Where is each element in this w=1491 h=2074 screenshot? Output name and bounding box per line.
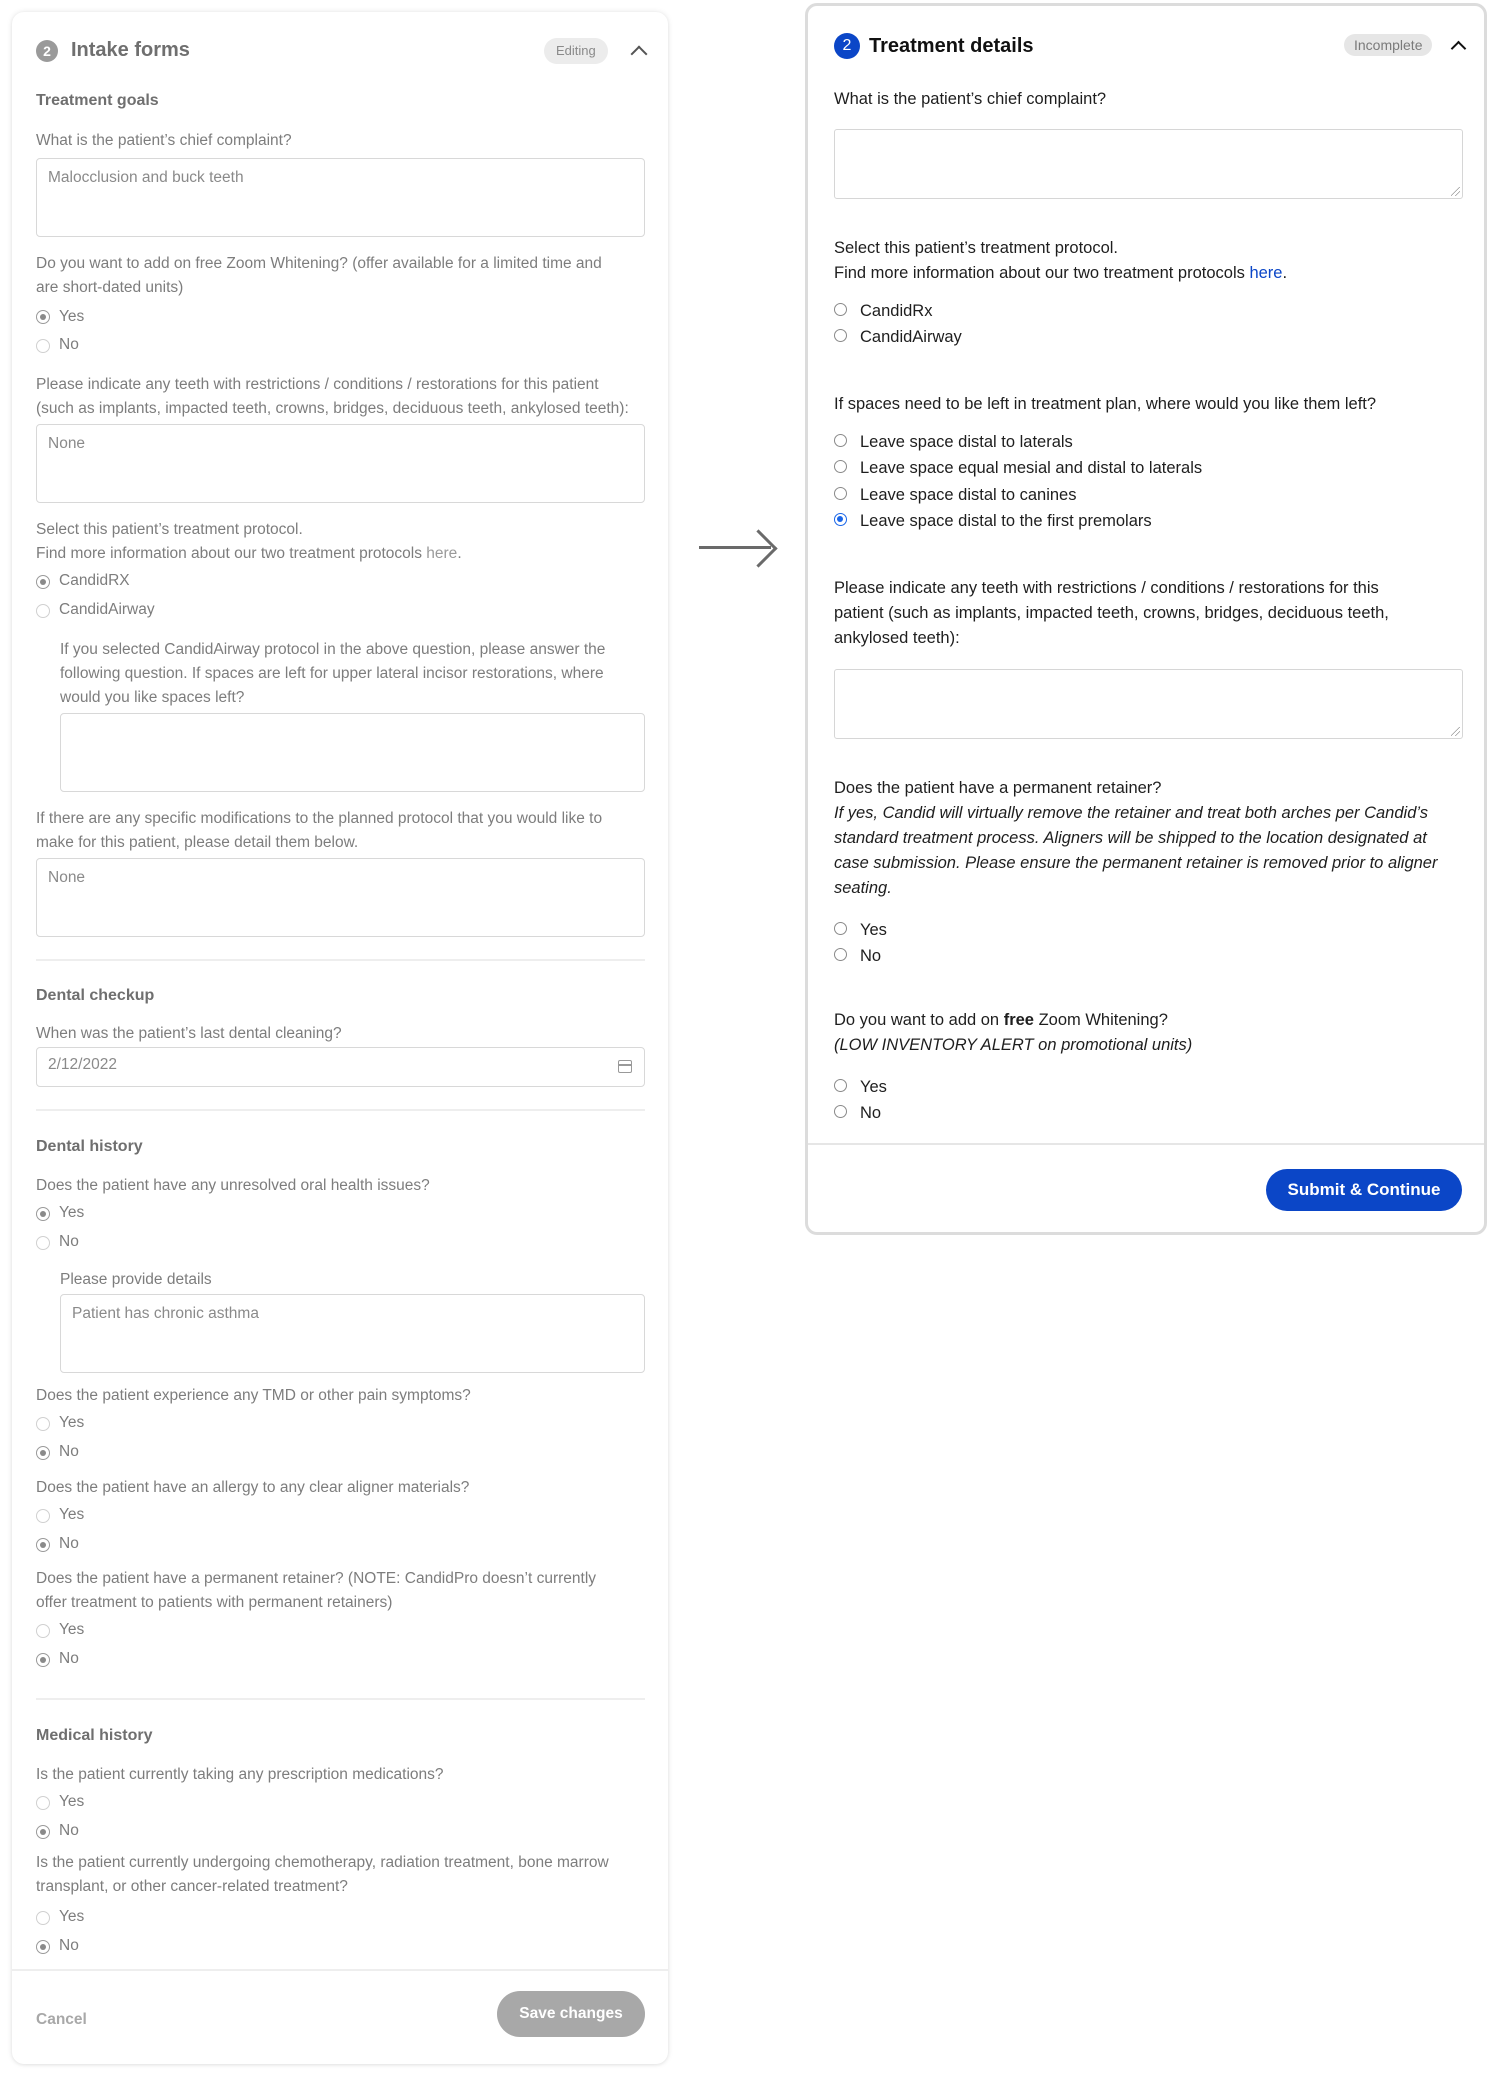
- protocol-info-link[interactable]: here: [426, 545, 458, 562]
- oral-health-yes-label: Yes: [59, 1204, 85, 1221]
- protocol-period: .: [457, 545, 462, 562]
- chief-complaint-textarea[interactable]: [834, 129, 1463, 199]
- question-airway-line3: would you like spaces left?: [60, 689, 245, 706]
- protocol-candidrx-label: CandidRx: [860, 302, 933, 320]
- question-protocol-line2: [834, 261, 1287, 286]
- protocol-period: .: [1282, 264, 1288, 282]
- intake-forms-card: [12, 12, 668, 2064]
- modifications-textarea[interactable]: None: [36, 858, 645, 937]
- question-protocol-line1: Select this patient’s treatment protocol.: [834, 239, 1119, 257]
- whitening-no-label: No: [860, 1104, 882, 1122]
- card-title: Intake forms: [71, 39, 190, 61]
- question-teeth-line3: ankylosed teeth):: [834, 629, 960, 647]
- protocol-candidrx-radio[interactable]: [36, 575, 50, 589]
- retainer-yes-radio[interactable]: [36, 1624, 50, 1638]
- chevron-up-icon[interactable]: [1451, 41, 1467, 57]
- section-divider: [36, 959, 645, 961]
- cancel-button[interactable]: Cancel: [36, 2011, 87, 2028]
- whitening-no-label: No: [59, 336, 79, 353]
- question-whitening: [834, 1008, 1168, 1033]
- allergy-yes-radio[interactable]: [36, 1509, 50, 1523]
- step-number-badge: 2: [36, 40, 58, 62]
- details-textarea[interactable]: Patient has chronic asthma: [60, 1294, 645, 1373]
- spaces-opt1-radio[interactable]: [834, 434, 847, 447]
- question-protocol-line2: [36, 542, 462, 566]
- whitening-note: (LOW INVENTORY ALERT on promotional units): [834, 1036, 1193, 1054]
- protocol-candidrx-label: CandidRX: [59, 572, 130, 589]
- question-teeth-line2: (such as implants, impacted teeth, crowns, bridges, deciduous teeth, ankylosed teeth):: [36, 400, 629, 417]
- arrow-right-icon: [697, 530, 777, 566]
- last-cleaning-date-value: 2/12/2022: [48, 1056, 117, 1073]
- whitening-text-pre: Do you want to add on: [834, 1011, 1004, 1029]
- footer-divider: [808, 1143, 1484, 1145]
- retainer-no-label: No: [59, 1650, 79, 1667]
- whitening-yes-label: Yes: [860, 1078, 887, 1096]
- section-heading-treatment-goals: Treatment goals: [36, 92, 159, 109]
- protocol-text: Find more information about our two treatment protocols: [36, 545, 427, 562]
- question-medications: Is the patient currently taking any prescription medications?: [36, 1766, 444, 1783]
- retainer-no-radio[interactable]: [36, 1653, 50, 1667]
- protocol-candidairway-label: CandidAirway: [59, 601, 155, 618]
- question-airway-line2: following question. If spaces are left for upper lateral incisor restorations, where: [60, 665, 604, 682]
- teeth-restrictions-textarea[interactable]: [834, 669, 1463, 739]
- save-changes-button[interactable]: Save changes: [497, 1991, 645, 2037]
- protocol-candidairway-radio[interactable]: [834, 329, 847, 342]
- question-teeth-line2: patient (such as implants, impacted teeth, crowns, bridges, deciduous teeth,: [834, 604, 1389, 622]
- medications-no-radio[interactable]: [36, 1825, 50, 1839]
- last-cleaning-date-input[interactable]: [36, 1047, 645, 1087]
- retainer-yes-label: Yes: [860, 921, 887, 939]
- allergy-yes-label: Yes: [59, 1506, 85, 1523]
- question-retainer: Does the patient have a permanent retainer?: [834, 779, 1162, 797]
- question-whitening-line2: are short-dated units): [36, 279, 184, 296]
- teeth-restrictions-textarea[interactable]: None: [36, 424, 645, 503]
- calendar-icon[interactable]: [618, 1060, 632, 1073]
- question-teeth-line1: Please indicate any teeth with restrictions / conditions / restorations for this patient: [36, 376, 599, 393]
- question-chief-complaint: What is the patient’s chief complaint?: [36, 132, 292, 149]
- question-chemo-line2: transplant, or other cancer-related treatment?: [36, 1878, 348, 1895]
- retainer-note-line3: case submission. Please ensure the permanent retainer is removed prior to aligner: [834, 854, 1438, 872]
- spaces-opt2-radio[interactable]: [834, 460, 847, 473]
- protocol-info-link[interactable]: here: [1249, 264, 1283, 282]
- details-label: Please provide details: [60, 1271, 212, 1288]
- question-tmd: Does the patient experience any TMD or other pain symptoms?: [36, 1387, 471, 1404]
- protocol-candidairway-radio[interactable]: [36, 604, 50, 618]
- card-title: Treatment details: [869, 35, 1034, 57]
- treatment-details-card: [805, 3, 1487, 1235]
- whitening-yes-radio[interactable]: [834, 1079, 847, 1092]
- spaces-opt2-label: Leave space equal mesial and distal to laterals: [860, 459, 1203, 477]
- step-number-badge: 2: [834, 33, 860, 59]
- question-retainer-line1: Does the patient have a permanent retainer? (NOTE: CandidPro doesn’t currently: [36, 1570, 597, 1587]
- spaces-opt4-radio[interactable]: [834, 513, 847, 526]
- oral-health-no-label: No: [59, 1233, 79, 1250]
- retainer-note-line4: seating.: [834, 879, 892, 897]
- allergy-no-radio[interactable]: [36, 1538, 50, 1552]
- retainer-no-radio[interactable]: [834, 948, 847, 961]
- tmd-yes-radio[interactable]: [36, 1417, 50, 1431]
- protocol-candidairway-label: CandidAirway: [860, 328, 962, 346]
- section-divider: [36, 1698, 645, 1700]
- question-spaces: If spaces need to be left in treatment plan, where would you like them left?: [834, 395, 1377, 413]
- section-heading-dental-history: Dental history: [36, 1138, 143, 1155]
- chemo-yes-radio[interactable]: [36, 1911, 50, 1925]
- chemo-yes-label: Yes: [59, 1908, 85, 1925]
- chemo-no-label: No: [59, 1937, 79, 1954]
- spaces-opt3-label: Leave space distal to canines: [860, 486, 1077, 504]
- spaces-opt4-label: Leave space distal to the first premolars: [860, 512, 1152, 530]
- section-divider: [36, 1109, 645, 1111]
- section-heading-medical-history: Medical history: [36, 1727, 153, 1744]
- question-last-cleaning: When was the patient’s last dental cleaning?: [36, 1025, 342, 1042]
- retainer-no-label: No: [860, 947, 882, 965]
- question-protocol-line1: Select this patient’s treatment protocol.: [36, 521, 303, 538]
- retainer-yes-label: Yes: [59, 1621, 85, 1638]
- spaces-opt3-radio[interactable]: [834, 487, 847, 500]
- question-airway-line1: If you selected CandidAirway protocol in the above question, please answer the: [60, 641, 606, 658]
- question-oral-health: Does the patient have any unresolved oral health issues?: [36, 1177, 430, 1194]
- retainer-note-line2: standard treatment process. Aligners will be shipped to the location designated at: [834, 829, 1427, 847]
- question-teeth-line1: Please indicate any teeth with restrictions / conditions / restorations for this: [834, 579, 1379, 597]
- whitening-text-bold: free: [1003, 1011, 1034, 1029]
- whitening-no-radio[interactable]: [834, 1105, 847, 1118]
- question-retainer-line2: offer treatment to patients with permanent retainers): [36, 1594, 393, 1611]
- protocol-text: Find more information about our two treatment protocols: [834, 264, 1250, 282]
- whitening-yes-radio[interactable]: [36, 310, 50, 324]
- status-badge: Editing: [544, 38, 608, 64]
- medications-yes-radio[interactable]: [36, 1796, 50, 1810]
- footer-divider: [12, 1969, 668, 1971]
- spaces-opt1-label: Leave space distal to laterals: [860, 433, 1073, 451]
- question-chemo-line1: Is the patient currently undergoing chemotherapy, radiation treatment, bone marrow: [36, 1854, 609, 1871]
- retainer-note-line1: If yes, Candid will virtually remove the retainer and treat both arches per Candid’s: [834, 804, 1428, 822]
- status-badge: Incomplete: [1344, 34, 1432, 56]
- chemo-no-radio[interactable]: [36, 1940, 50, 1954]
- question-chief-complaint: What is the patient’s chief complaint?: [834, 90, 1107, 108]
- chevron-up-icon[interactable]: [631, 46, 648, 63]
- protocol-candidrx-radio[interactable]: [834, 303, 847, 316]
- allergy-no-label: No: [59, 1535, 79, 1552]
- chief-complaint-textarea[interactable]: Malocclusion and buck teeth: [36, 158, 645, 237]
- tmd-no-label: No: [59, 1443, 79, 1460]
- whitening-text-post: Zoom Whitening?: [1033, 1011, 1168, 1029]
- retainer-yes-radio[interactable]: [834, 922, 847, 935]
- medications-no-label: No: [59, 1822, 79, 1839]
- section-heading-dental-checkup: Dental checkup: [36, 987, 155, 1004]
- question-modifications-line1: If there are any specific modifications to the planned protocol that you would like to: [36, 810, 603, 827]
- airway-spaces-textarea[interactable]: [60, 713, 645, 792]
- tmd-no-radio[interactable]: [36, 1446, 50, 1460]
- tmd-yes-label: Yes: [59, 1414, 85, 1431]
- whitening-yes-label: Yes: [59, 308, 85, 325]
- whitening-no-radio[interactable]: [36, 339, 50, 353]
- oral-health-no-radio[interactable]: [36, 1236, 50, 1250]
- question-whitening-line1: Do you want to add on free Zoom Whitening? (offer available for a limited time and: [36, 255, 602, 272]
- medications-yes-label: Yes: [59, 1793, 85, 1810]
- oral-health-yes-radio[interactable]: [36, 1207, 50, 1221]
- submit-continue-button[interactable]: Submit & Continue: [1266, 1169, 1462, 1211]
- question-modifications-line2: make for this patient, please detail them below.: [36, 834, 359, 851]
- question-allergy: Does the patient have an allergy to any clear aligner materials?: [36, 1479, 470, 1496]
